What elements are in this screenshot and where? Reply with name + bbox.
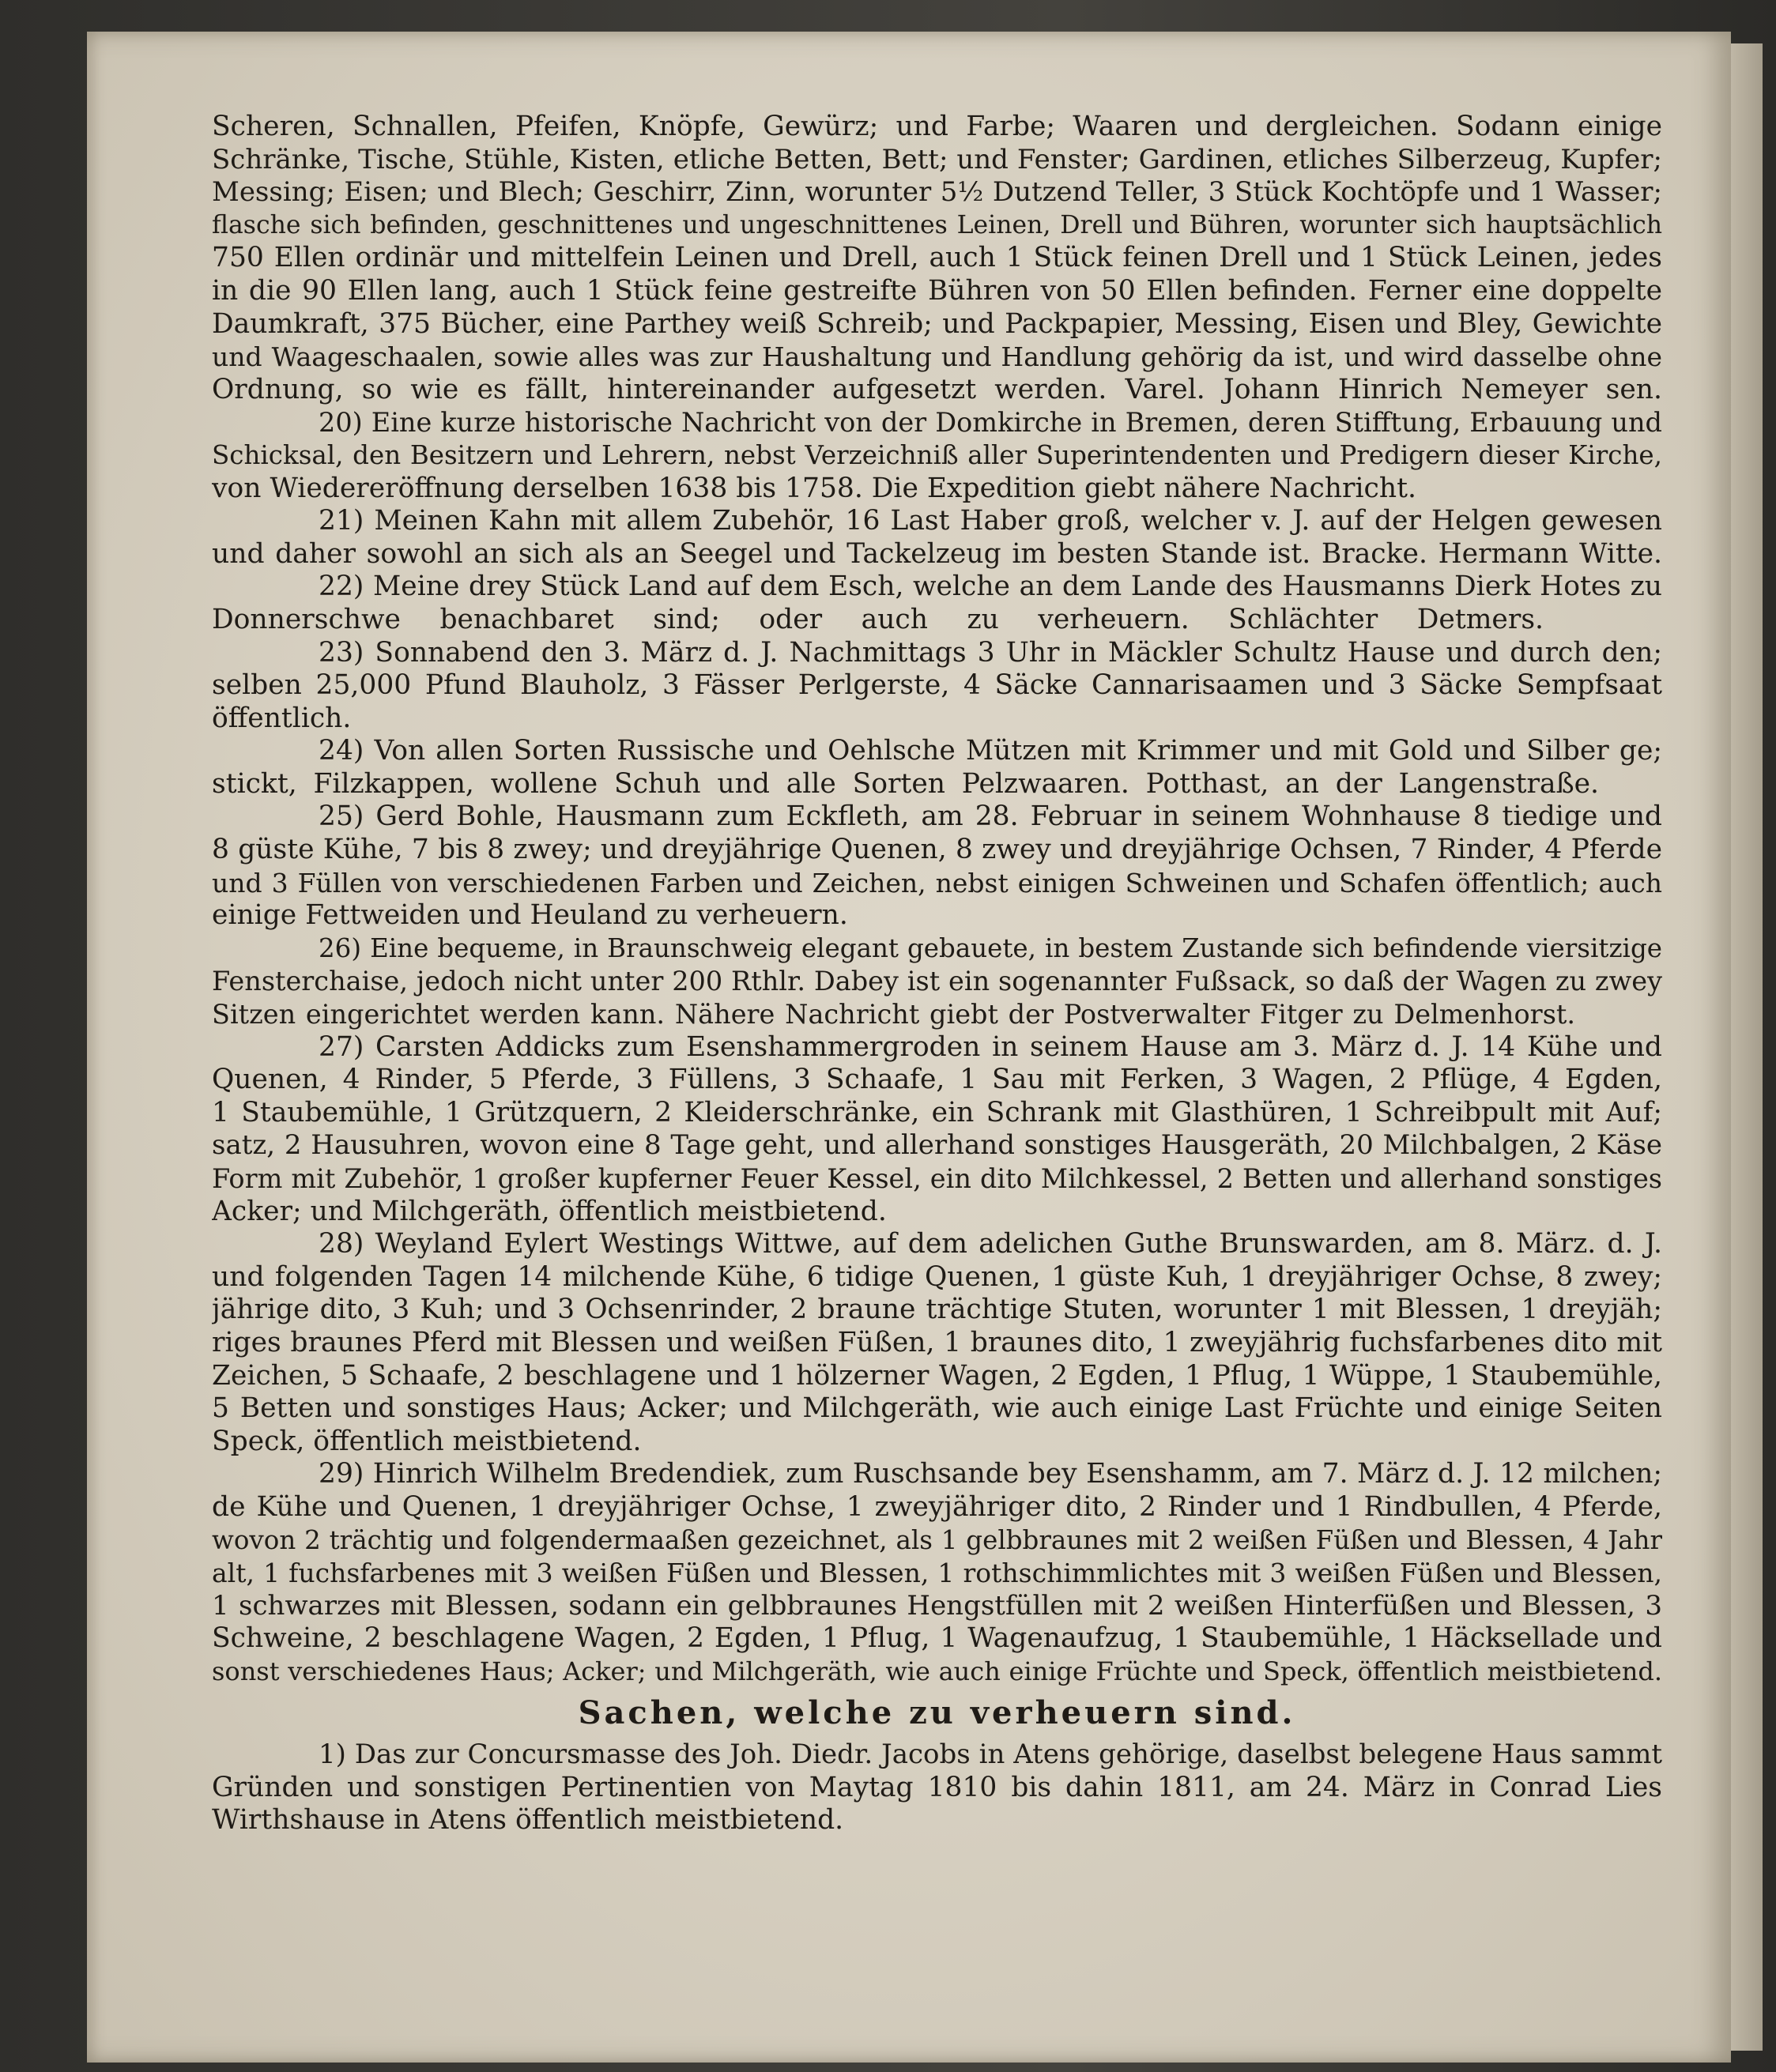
text-line: Schweine, 2 beschlagene Wagen, 2 Egden, 1 Pflug, 1 Wagenaufzug, 1 Staubemühle, 1 Häcksellade und	[212, 1622, 1662, 1655]
text-line: 1) Das zur Concursmasse des Joh. Diedr. Jacobs in Atens gehörige, daselbst belegene Haus sammt	[319, 1739, 1662, 1771]
text-line: 5 Betten und sonstiges Haus; Acker; und Milchgeräth, wie auch einige Last Früchte und einige Seiten	[212, 1392, 1662, 1425]
text-line: Speck, öffentlich meistbietend.	[212, 1425, 642, 1457]
text-line: de Kühe und Quenen, 1 dreyjähriger Ochse, 1 zweyjähriger dito, 2 Rinder und 1 Rindbullen, 4 Pferde,	[212, 1490, 1662, 1523]
text-line: Donnerschwe benachbaret sind; oder auch zu verheuern. Schlächter Detmers.	[212, 603, 1544, 635]
text-line: 8 güste Kühe, 7 bis 8 zwey; und dreyjährige Quenen, 8 zwey und dreyjährige Ochsen, 7 Rinder, 4 Pferde	[212, 834, 1662, 866]
text-line: Daumkraft, 375 Bücher, eine Parthey weiß Schreib; und Packpapier, Messing, Eisen und Bley, Gewichte	[212, 307, 1662, 340]
text-line: einige Fettweiden und Heuland zu verheuern.	[212, 899, 848, 932]
text-line: Zeichen, 5 Schaafe, 2 beschlagene und 1 hölzerner Wagen, 2 Egden, 1 Pflug, 1 Wüppe, 1 Staubemühle,	[212, 1359, 1662, 1392]
text-line: und folgenden Tagen 14 milchende Kühe, 6 tidige Quenen, 1 güste Kuh, 1 dreyjähriger Ochse, 8 zwey;	[212, 1260, 1662, 1293]
page-text	[212, 111, 1662, 1837]
text-line: von Wiedereröffnung derselben 1638 bis 1758. Die Expedition giebt nähere Nachricht.	[212, 472, 1416, 504]
text-line: Acker; und Milchgeräth, öffentlich meistbietend.	[212, 1195, 887, 1227]
text-line: Scheren, Schnallen, Pfeifen, Knöpfe, Gewürz; und Farbe; Waaren und dergleichen. Sodann einige	[212, 111, 1662, 142]
text-line: sonst verschiedenes Haus; Acker; und Milchgeräth, wie auch einige Früchte und Speck, öffentlich meistbietend.	[212, 1656, 1662, 1686]
text-line: wovon 2 trächtig und folgendermaaßen gezeichnet, als 1 gelbbraunes mit 2 weißen Füßen und Blessen, 4 Jahr	[212, 1524, 1662, 1555]
text-line: Wirthshause in Atens öffentlich meistbietend.	[212, 1804, 844, 1837]
text-line: alt, 1 fuchsfarbenes mit 3 weißen Füßen und Blessen, 1 rothschimmlichtes mit 3 weißen Füßen und Blessen,	[212, 1558, 1662, 1589]
text-line: 1 schwarzes mit Blessen, sodann ein gelbbraunes Hengstfüllen mit 2 weißen Hinterfüßen und Blessen, 3	[212, 1589, 1662, 1622]
text-line: selben 25,000 Pfund Blauholz, 3 Fässer Perlgerste, 4 Säcke Cannarisaamen und 3 Säcke Sempfsaat	[212, 669, 1662, 702]
text-line: und 3 Füllen von verschiedenen Farben und Zeichen, nebst einigen Schweinen und Schafen öffentlich; auch	[212, 867, 1662, 898]
text-line: 21) Meinen Kahn mit allem Zubehör, 16 Last Haber groß, welcher v. J. auf der Helgen gewesen	[319, 505, 1662, 537]
text-line: Quenen, 4 Rinder, 5 Pferde, 3 Füllens, 3 Schaafe, 1 Sau mit Ferken, 3 Wagen, 2 Pflüge, 4 Egden,	[212, 1064, 1662, 1096]
text-line: 1 Staubemühle, 1 Grützquern, 2 Kleiderschränke, ein Schrank mit Glasthüren, 1 Schreibpult mit Auf;	[212, 1096, 1662, 1128]
text-line: 29) Hinrich Wilhelm Bredendiek, zum Ruschsande bey Esenshamm, am 7. März d. J. 12 milchen;	[319, 1458, 1662, 1490]
text-line: 26) Eine bequeme, in Braunschweig elegant gebauete, in bestem Zustande sich befindende viersitzige	[319, 932, 1662, 963]
text-line: und daher sowohl an sich als an Seegel und Tackelzeug im besten Stande ist. Bracke. Hermann Witte.	[212, 537, 1662, 570]
text-line: Fensterchaise, jedoch nicht unter 200 Rthlr. Dabey ist ein sogenannter Fußsack, so daß der Wagen zu zwey	[212, 966, 1662, 997]
text-line: 750 Ellen ordinär und mittelfein Leinen und Drell, auch 1 Stück feinen Drell und 1 Stück Leinen, jedes	[212, 242, 1662, 274]
text-line: riges braunes Pferd mit Blessen und weißen Füßen, 1 braunes dito, 1 zweyjährig fuchsfarbenes dito mit	[212, 1326, 1662, 1358]
text-line: 24) Von allen Sorten Russische und Oehlsche Mützen mit Krimmer und mit Gold und Silber ge;	[319, 735, 1662, 767]
text-line: Schränke, Tische, Stühle, Kisten, etliche Betten, Bett; und Fenster; Gardinen, etliches Silberzeug, Kupfer;	[212, 143, 1662, 175]
text-line: satz, 2 Hausuhren, wovon eine 8 Tage geht, und allerhand sonstiges Hausgeräth, 20 Milchbalgen, 2 Käse	[212, 1129, 1662, 1162]
text-line: 23) Sonnabend den 3. März d. J. Nachmittags 3 Uhr in Mäckler Schultz Hause und durch den;	[319, 636, 1662, 669]
text-line: 20) Eine kurze historische Nachricht von der Domkirche in Bremen, deren Stifftung, Erbauung und	[319, 407, 1662, 439]
text-line: 27) Carsten Addicks zum Esenshammergroden in seinem Hause am 3. März d. J. 14 Kühe und	[319, 1030, 1662, 1063]
section-heading: Sachen, welche zu verheuern sind.	[578, 1693, 1296, 1731]
text-line: Sitzen eingerichtet werden kann. Nähere Nachricht giebt der Postverwalter Fitger zu Delmenhorst.	[212, 999, 1575, 1030]
text-line: 28) Weyland Eylert Westings Wittwe, auf dem adelichen Guthe Brunswarden, am 8. März. d. J.	[319, 1228, 1662, 1260]
text-line: öffentlich.	[212, 702, 352, 734]
text-line: in die 90 Ellen lang, auch 1 Stück feine gestreifte Bühren von 50 Ellen befinden. Ferner eine doppelte	[212, 274, 1662, 307]
text-line: flasche sich befinden, geschnittenes und ungeschnittenes Leinen, Drell und Bühren, worunter sich hauptsächlich	[212, 210, 1662, 239]
text-line: Gründen und sonstigen Pertinentien von Maytag 1810 bis dahin 1811, am 24. März in Conrad Lies	[212, 1771, 1662, 1803]
text-line: Messing; Eisen; und Blech; Geschirr, Zinn, worunter 5½ Dutzend Teller, 3 Stück Kochtöpfe und 1 Wasser;	[212, 176, 1662, 209]
text-line: und Waageschaalen, sowie alles was zur Haushaltung und Handlung gehörig da ist, und wird dasselbe ohne	[212, 341, 1662, 373]
text-line: 22) Meine drey Stück Land auf dem Esch, welche an dem Lande des Hausmanns Dierk Hotes zu	[319, 571, 1662, 603]
text-line: Form mit Zubehör, 1 großer kupferner Feuer Kessel, ein dito Milchkessel, 2 Betten und allerhand sonstiges	[212, 1163, 1662, 1194]
text-line: Ordnung, so wie es fällt, hintereinander aufgesetzt werden. Varel. Johann Hinrich Nemeyer sen.	[212, 373, 1662, 405]
text-line: Schicksal, den Besitzern und Lehrern, nebst Verzeichniß aller Superintendenten und Predigern dieser Kirche,	[212, 439, 1662, 470]
facing-page-edge	[1731, 43, 1763, 2051]
text-line: 25) Gerd Bohle, Hausmann zum Eckfleth, am 28. Februar in seinem Wohnhause 8 tiedige und	[319, 801, 1662, 833]
text-line: stickt, Filzkappen, wollene Schuh und alle Sorten Pelzwaaren. Potthast, an der Langenstraße.	[212, 767, 1599, 800]
text-line: jährige dito, 3 Kuh; und 3 Ochsenrinder, 2 braune trächtige Stuten, worunter 1 mit Blessen, 1 dreyjäh;	[212, 1294, 1662, 1326]
